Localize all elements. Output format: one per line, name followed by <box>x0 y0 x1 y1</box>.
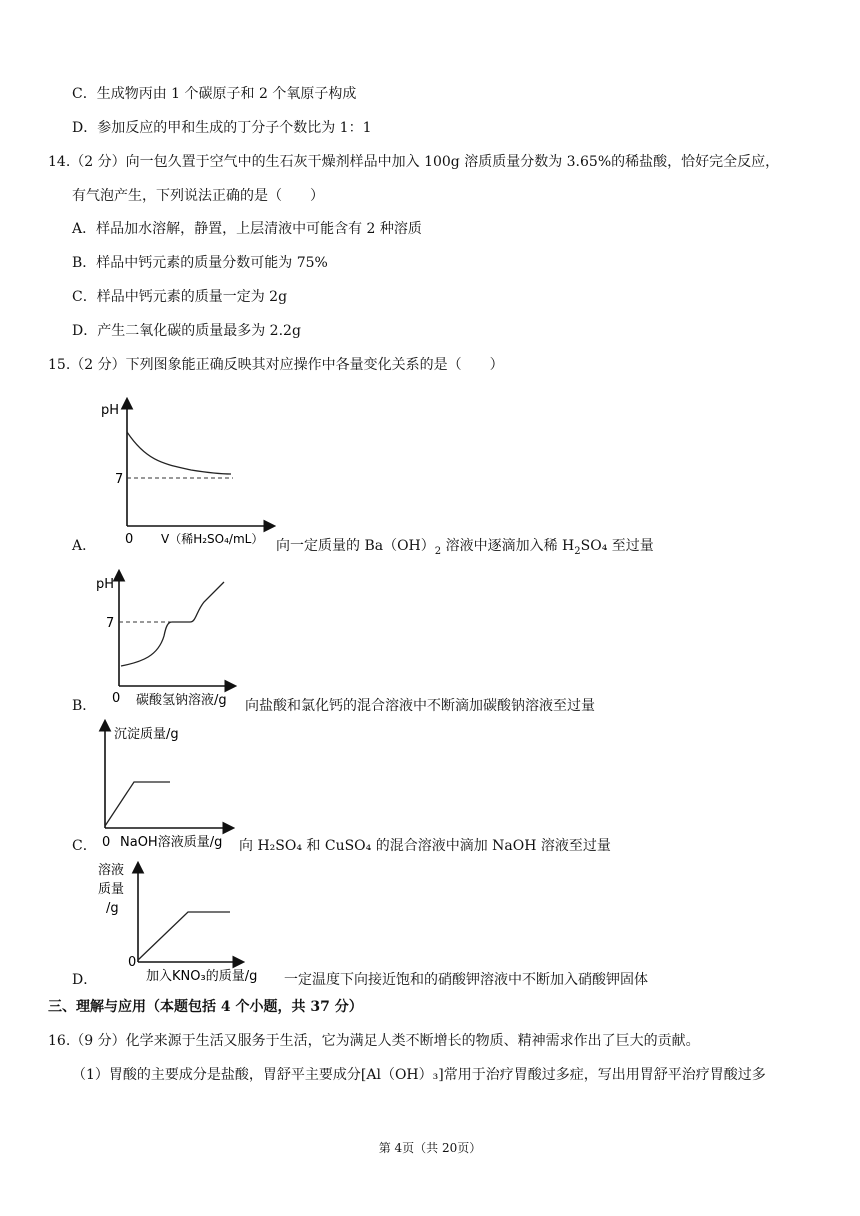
q15-d-caption: 一定温度下向接近饱和的硝酸钾溶液中不断加入硝酸钾固体 <box>284 972 648 988</box>
ref-tick-label: 7 <box>115 472 124 487</box>
q15-b-graph <box>92 566 242 716</box>
origin-label: 0 <box>102 835 111 850</box>
x-axis-label: NaOH溶液质量/g <box>120 835 223 850</box>
ref-tick-label: 7 <box>106 616 115 631</box>
origin-label: 0 <box>112 691 121 706</box>
y-axis-label-line1: 溶液 <box>98 863 125 878</box>
x-axis-label: 加入KNO₃的质量/g <box>146 969 258 984</box>
q16-sub1: （1）胃酸的主要成分是盐酸，胃舒平主要成分[Al（OH）₃]常用于治疗胃酸过多症，写出用胃舒平治疗胃酸过多 <box>72 1067 766 1083</box>
y-axis-label-line2: 质量 <box>98 882 125 897</box>
y-axis-label-line3: /g <box>106 901 119 916</box>
q15-a-letter: A． <box>72 538 97 554</box>
solution-mass-line <box>138 912 230 960</box>
q14-stem-line2: 有气泡产生，下列说法正确的是（ ） <box>72 188 324 204</box>
page-footer: 第 4页（共 20页） <box>378 1141 482 1155</box>
y-axis-label: 沉淀质量/g <box>114 727 179 742</box>
q15-a-graph <box>95 392 277 558</box>
q15-b-letter: B． <box>72 698 97 714</box>
q14-option-d: D．产生二氧化碳的质量最多为 2.2g <box>72 323 301 339</box>
precipitate-line <box>105 782 170 826</box>
q15-c-graph <box>92 716 238 856</box>
x-axis-label: V（稀H₂SO₄/mL） <box>161 532 264 546</box>
ph-curve <box>121 582 224 666</box>
q14-option-c: C．样品中钙元素的质量一定为 2g <box>72 289 288 305</box>
q14-option-b: B．样品中钙元素的质量分数可能为 75% <box>72 255 328 271</box>
q15-d-letter: D． <box>72 972 98 988</box>
q13-option-d: D．参加反应的甲和生成的丁分子个数比为 1：1 <box>72 120 372 136</box>
q13-option-c: C．生成物丙由 1 个碳原子和 2 个氧原子构成 <box>72 86 357 102</box>
q15-d-graph <box>92 856 292 990</box>
q15-stem: 15.（2 分）下列图象能正确反映其对应操作中各量变化关系的是（ ） <box>48 357 504 373</box>
q14-option-a: A．样品加水溶解，静置，上层清液中可能含有 2 种溶质 <box>72 221 422 237</box>
y-axis-label: pH <box>96 577 115 592</box>
origin-label: 0 <box>125 532 134 547</box>
q14-stem-line1: 14.（2 分）向一包久置于空气中的生石灰干燥剂样品中加入 100g 溶质质量分数为 3.65%的稀盐酸，恰好完全反应， <box>48 154 780 170</box>
ph-curve <box>127 432 231 474</box>
q15-c-letter: C． <box>72 838 97 854</box>
q15-c-caption: 向 H₂SO₄ 和 CuSO₄ 的混合溶液中滴加 NaOH 溶液至过量 <box>239 838 611 854</box>
y-axis-label: pH <box>101 403 120 418</box>
section-3-heading: 三、理解与应用（本题包括 4 个小题，共 37 分） <box>48 999 363 1015</box>
q15-a-caption: 向一定质量的 $Ba(OH)_2$ 溶液中逐滴加入稀 $H_2SO_4$ 至过量 <box>276 538 654 557</box>
q15-b-caption: 向盐酸和氯化钙的混合溶液中不断滴加碳酸钠溶液至过量 <box>245 698 595 714</box>
x-axis-label: 碳酸氢钠溶液/g <box>136 693 227 708</box>
q16-stem: 16.（9 分）化学来源于生活又服务于生活，它为满足人类不断增长的物质、精神需求作出了巨大的贡献。 <box>48 1033 700 1049</box>
origin-label: 0 <box>128 955 137 970</box>
